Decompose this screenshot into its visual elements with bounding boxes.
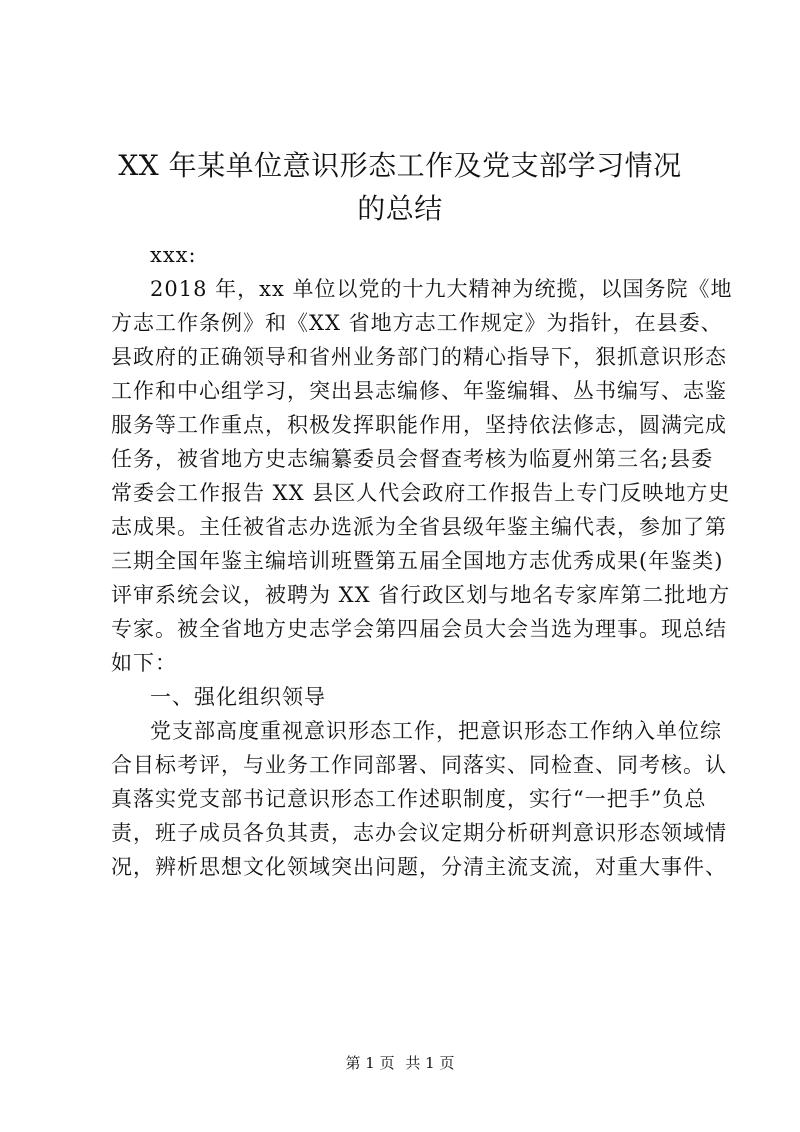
page-footer xyxy=(0,1052,800,1074)
paragraph1-line: 专家。被全省地方史志学会第四届会员大会当选为理事。现总结 xyxy=(111,617,727,641)
paragraph1-line: 常委会工作报告 XX 县区人代会政府工作报告上专门反映地方史 xyxy=(111,481,731,505)
paragraph1-line: 评审系统会议，被聘为 XX 省行政区划与地名专家库第二批地方 xyxy=(111,583,731,607)
paragraph1-line: 志成果。主任被省志办选派为全省县级年鉴主编代表，参加了第 xyxy=(111,515,727,539)
paragraph2-line: 真落实党支部书记意识形态工作述职制度，实行“一把手”负总 xyxy=(111,787,707,811)
paragraph1-line: 如下： xyxy=(111,651,177,675)
paragraph2-line: 责，班子成员各负其责，志办会议定期分析研判意识形态领域情 xyxy=(111,821,727,845)
paragraph2-line: 合目标考评，与业务工作同部署、同落实、同检查、同考核。认 xyxy=(111,753,727,777)
section-heading: 一、强化组织领导 xyxy=(150,685,326,709)
salutation: xxx: xyxy=(150,243,197,267)
paragraph1-line: 工作和中心组学习，突出县志编修、年鉴编辑、丛书编写、志鉴 xyxy=(111,379,727,403)
paragraph2-line: 党支部高度重视意识形态工作，把意识形态工作纳入单位综 xyxy=(150,719,722,743)
paragraph1-line: 三期全国年鉴主编培训班暨第五届全国地方志优秀成果(年鉴类) xyxy=(111,549,724,573)
paragraph2-line: 况，辨析思想文化领域突出问题，分清主流支流，对重大事件、 xyxy=(111,855,727,879)
paragraph1-line: 任务，被省地方史志编纂委员会督查考核为临夏州第三名;县委 xyxy=(111,447,714,471)
paragraph1-line: 县政府的正确领导和省州业务部门的精心指导下，狠抓意识形态 xyxy=(111,345,727,369)
paragraph1-line: 服务等工作重点，积极发挥职能作用，坚持依法修志，圆满完成 xyxy=(111,413,727,437)
page-total: 共 1 页 xyxy=(405,1054,455,1072)
document-title-line1: XX 年某单位意识形态工作及党支部学习情况 xyxy=(118,149,682,182)
paragraph1-line: 2018 年，xx 单位以党的十九大精神为统揽，以国务院《地 xyxy=(150,277,733,301)
page-number: 第 1 页 xyxy=(345,1054,395,1072)
document-title-line2: 的总结 xyxy=(357,192,443,225)
paragraph1-line: 方志工作条例》和《XX 省地方志工作规定》为指针，在县委、 xyxy=(111,311,723,335)
